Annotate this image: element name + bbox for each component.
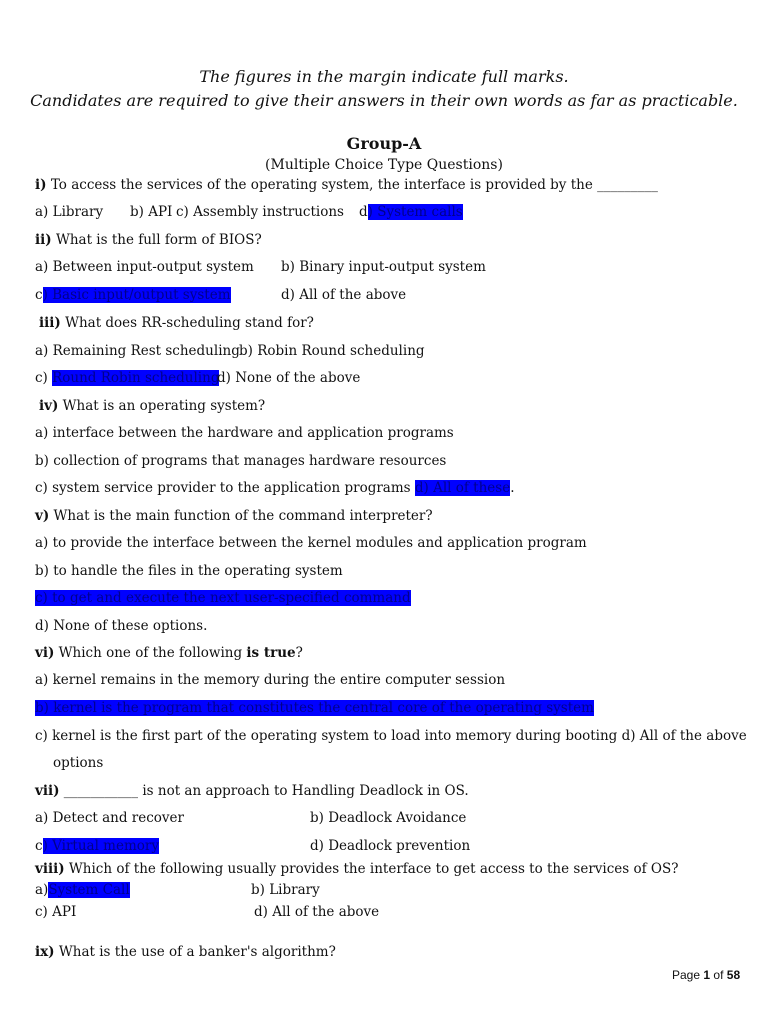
question-text: Which one of the following (58, 645, 243, 661)
option-c: c) API (35, 904, 77, 920)
answer-highlight: ) Virtual memory (42, 838, 159, 854)
option-c: c) Assembly instructions (176, 204, 344, 220)
group-subtitle: (Multiple Choice Type Questions) (265, 157, 503, 173)
answer-highlight: System Call (48, 882, 130, 898)
question-text: What is an operating system? (62, 398, 266, 414)
option-b: b) Deadlock Avoidance (310, 810, 467, 826)
option-letter: c (35, 287, 43, 303)
question-7 (35, 782, 469, 800)
option-b: b) Binary input-output system (281, 259, 486, 275)
instructions-line-1: The figures in the margin indicate full marks. (199, 67, 569, 86)
answer-highlight: c) to get and execute the next user-specified command (35, 590, 411, 606)
option-a: a) Detect and recover (35, 810, 184, 826)
question-1 (35, 176, 658, 194)
option-b: b) collection of programs that manages hardware resources (35, 453, 447, 469)
question-mark: ? (295, 645, 303, 661)
question-number: ix) (35, 944, 55, 960)
option-a: a) kernel remains in the memory during the entire computer session (35, 672, 506, 688)
option-b: b) to handle the files in the operating system (35, 563, 343, 579)
option-d (359, 203, 463, 221)
option-b: b) Robin Round scheduling (239, 343, 425, 359)
question-5 (35, 507, 433, 525)
question-6 (35, 644, 303, 662)
option-c-d (35, 479, 515, 497)
instructions-line-2: Candidates are required to give their answers in their own words as far as practicable. (30, 91, 738, 110)
page-label: Page (672, 968, 701, 982)
question-8 (35, 860, 678, 878)
option-c: c) system service provider to the application programs (35, 480, 411, 496)
question-number: vi) (35, 645, 55, 661)
option-a (35, 881, 130, 899)
option-c (35, 286, 231, 304)
period: . (510, 480, 515, 496)
question-text: To access the services of the operating system, the interface is provided by the _________ (50, 177, 658, 193)
option-a: a) interface between the hardware and application programs (35, 425, 454, 441)
question-number: iv) (39, 398, 59, 414)
question-text: What does RR-scheduling stand for? (65, 315, 314, 331)
answer-highlight: d) All of these (414, 480, 511, 496)
question-text: What is the main function of the command interpreter? (53, 508, 433, 524)
question-text: What is the full form of BIOS? (55, 232, 262, 248)
question-number: vii) (35, 783, 60, 799)
page-current: 1 (703, 968, 711, 982)
page-indicator (672, 968, 740, 982)
question-number: v) (35, 508, 50, 524)
question-number: i) (35, 177, 47, 193)
answer-highlight: b) kernel is the program that constitutes the central core of the operating system (35, 700, 594, 716)
question-9 (35, 943, 336, 961)
page-total: 58 (726, 968, 741, 982)
question-emphasis: is true (246, 645, 296, 661)
option-letter: c) (35, 370, 48, 386)
question-number: iii) (39, 315, 61, 331)
option-c (35, 837, 159, 855)
option-letter: a) (35, 882, 49, 898)
option-c (35, 589, 411, 607)
answer-highlight: Round Robin scheduling (52, 370, 220, 386)
option-letter: c (35, 838, 43, 854)
option-b: b) Library (251, 882, 320, 898)
of-label: of (713, 968, 724, 982)
question-4 (39, 397, 265, 415)
option-d: d) All of the above (281, 287, 407, 303)
option-a: a) Remaining Rest scheduling (35, 343, 240, 359)
option-c-d: c) kernel is the first part of the operating system to load into memory during booting d) All of the above (35, 728, 747, 744)
option-d: d) None of the above (217, 370, 361, 386)
answer-highlight: ) System calls (367, 204, 463, 220)
question-2 (35, 231, 262, 249)
option-continuation: options (53, 755, 104, 771)
option-c (35, 369, 219, 387)
question-3 (39, 314, 314, 332)
question-number: ii) (35, 232, 52, 248)
question-text: What is the use of a banker's algorithm? (58, 944, 336, 960)
question-1-options (35, 203, 103, 221)
answer-highlight: ) Basic input/output system (42, 287, 231, 303)
option-d: d) Deadlock prevention (310, 838, 471, 854)
question-text: ___________ is not an approach to Handling Deadlock in OS. (63, 783, 469, 799)
group-title: Group-A (346, 134, 422, 153)
option-d: d) None of these options. (35, 618, 208, 634)
option-b: b) API (130, 204, 173, 220)
question-number: viii) (35, 861, 65, 877)
option-d: d) All of the above (254, 904, 380, 920)
option-a: a) Library (35, 204, 104, 220)
option-a: a) Between input-output system (35, 259, 254, 275)
option-b (35, 699, 594, 717)
question-text: Which of the following usually provides the interface to get access to the services of OS? (68, 861, 679, 877)
option-letter: d (359, 204, 368, 220)
option-a: a) to provide the interface between the kernel modules and application program (35, 535, 587, 551)
